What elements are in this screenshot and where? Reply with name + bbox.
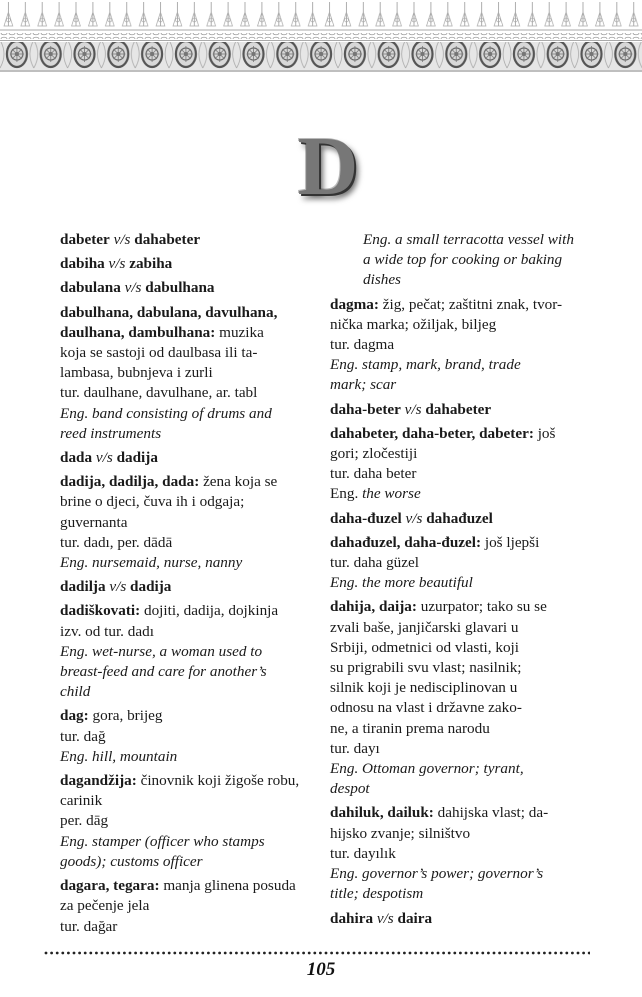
divider-dot (101, 952, 104, 955)
definition-line: tur. dağ (60, 727, 106, 745)
right-column (330, 230, 602, 933)
definition-line: hijsko zvanje; silništvo (330, 824, 471, 842)
divider-dot (571, 952, 574, 955)
definition-text: žena koja se (199, 473, 278, 491)
english-translation: Eng. a small terracotta vessel with (363, 231, 574, 248)
divider-dot (218, 952, 221, 955)
definition-text: manja glinena posuda (159, 877, 296, 895)
divider-dot (95, 952, 98, 955)
dictionary-entry (60, 706, 332, 767)
divider-dot (442, 952, 445, 955)
divider-dot (588, 952, 590, 955)
entry-headword: dahija, daija: (330, 598, 417, 616)
divider-dot (84, 952, 87, 955)
definition-text: dahijska vlast; da- (433, 804, 549, 822)
divider-dot (106, 952, 109, 955)
english-translation: Eng. wet-nurse, a woman used to (60, 642, 263, 660)
dictionary-entry (60, 230, 332, 250)
english-translation: despot (330, 780, 370, 798)
english-translation: Eng. hill, mountain (60, 747, 178, 765)
entry-first-line (330, 400, 602, 420)
english-translation: goods); customs officer (60, 852, 203, 870)
entry-first-line (60, 230, 332, 250)
english-label: Eng. (330, 485, 363, 503)
divider-dot (515, 952, 518, 955)
divider-dot (157, 952, 160, 955)
divider-dot (201, 952, 204, 955)
entry-headword: dahabeter, daha-beter, dabeter: (330, 424, 534, 442)
divider-dot (537, 952, 540, 955)
definition-line: za pečenje jela (60, 897, 150, 915)
entry-first-line (60, 601, 332, 621)
entry-headword: dadilja (60, 578, 106, 596)
entry-headword: daha-beter (330, 400, 401, 418)
definition-text: muzika (215, 323, 264, 341)
divider-dot (565, 952, 568, 955)
see-also-marker: v/s (404, 400, 422, 418)
definition-line: zvali baše, janjičarski glavari u (330, 618, 519, 636)
dictionary-entry (60, 472, 332, 573)
divider-dot (224, 952, 227, 955)
divider-dot (487, 952, 490, 955)
entry-headword: daha-đuzel (330, 509, 402, 527)
see-also-marker: v/s (376, 909, 394, 927)
english-text: the worse (362, 485, 421, 503)
entry-headword: dahađuzel, daha-đuzel: (330, 533, 482, 551)
definition-text: još (533, 424, 556, 442)
definition-line: tur. dagma (330, 336, 395, 354)
divider-dot (123, 952, 126, 955)
divider-dot (50, 952, 53, 955)
divider-dot (112, 952, 115, 955)
english-translation: dishes (363, 271, 401, 289)
definition-line: tur. dayı (330, 739, 380, 757)
dictionary-entry (60, 601, 332, 702)
continued-entry (330, 230, 602, 291)
dictionary-entry (330, 295, 602, 396)
divider-dot (493, 952, 496, 955)
definition-line: nička marka; ožiljak, biljeg (330, 315, 497, 333)
entry-first-line (60, 472, 332, 492)
definition-text: uzurpator; tako su se (416, 598, 547, 616)
divider-dot (78, 952, 81, 955)
see-also-marker: v/s (95, 449, 113, 467)
divider-dot (364, 952, 367, 955)
divider-dot (313, 952, 316, 955)
entry-headword: dabiha (60, 255, 105, 273)
definition-line: carinik (60, 792, 103, 810)
divider-dot (297, 952, 300, 955)
divider-dot (319, 952, 322, 955)
dictionary-entry (330, 509, 602, 529)
english-translation: reed instruments (60, 424, 162, 442)
entry-headword-line (60, 323, 332, 343)
divider-dot (235, 952, 238, 955)
definition-text: dojiti, dadija, dojkinja (140, 602, 279, 620)
entry-first-line (60, 448, 332, 468)
entry-first-line (60, 876, 332, 896)
divider-dot (347, 952, 350, 955)
definition-line: guvernanta (60, 513, 128, 531)
divider-dot (532, 952, 535, 955)
divider-dot (431, 952, 434, 955)
cross-reference: zabiha (129, 255, 173, 273)
entry-first-line (60, 254, 332, 274)
divider-dot (179, 952, 182, 955)
divider-dot (302, 952, 305, 955)
english-translation: Eng. governor’s power; governor’s (330, 865, 544, 883)
english-translation: Eng. stamper (officer who stamps (60, 832, 265, 850)
definition-line: tur. daha güzel (330, 554, 419, 572)
divider-dot (481, 952, 484, 955)
definition-line: ne, a tiranin prema narodu (330, 719, 490, 737)
divider-dot (61, 952, 64, 955)
divider-dot (336, 952, 339, 955)
entry-headword: dahira (330, 909, 374, 927)
entry-headword: dabeter (60, 231, 110, 248)
divider-dot (145, 952, 148, 955)
cross-reference: dahabeter (134, 231, 201, 248)
dictionary-entry (330, 803, 602, 904)
divider-dot (425, 952, 428, 955)
page-number: 105 (306, 959, 336, 980)
divider-dot (420, 952, 423, 955)
divider-dot (285, 952, 288, 955)
english-translation: Eng. stamp, mark, brand, trade (330, 356, 521, 374)
divider-dot (375, 952, 378, 955)
divider-dot (543, 952, 546, 955)
divider-dot (504, 952, 507, 955)
cross-reference: dahabeter (425, 400, 492, 418)
definition-text: gora, brijeg (88, 707, 163, 725)
divider-dot (459, 952, 462, 955)
divider-dot (229, 952, 232, 955)
entry-first-line (330, 424, 602, 444)
divider-dot (465, 952, 468, 955)
dictionary-entry (330, 424, 602, 505)
divider-dot (325, 952, 328, 955)
divider-dot (521, 952, 524, 955)
divider-dot (280, 952, 283, 955)
divider-dot (162, 952, 165, 955)
english-translation (330, 484, 602, 504)
dictionary-entry (60, 448, 332, 468)
entry-first-line (60, 706, 332, 726)
entry-first-line (60, 278, 332, 298)
definition-line: tur. dağar (60, 917, 118, 935)
divider-dot (397, 952, 400, 955)
divider-dot (526, 952, 529, 955)
divider-dot (386, 952, 389, 955)
dictionary-entry (330, 400, 602, 420)
definition-line: odnosu na vlast i državne zako- (330, 699, 522, 717)
divider-dot (448, 952, 451, 955)
definition-text: činovnik koji žigoše robu, (136, 772, 300, 790)
definition-line: per. dāg (60, 812, 109, 830)
see-also-marker: v/s (113, 231, 131, 248)
entry-headword: dahiluk, dailuk: (330, 804, 434, 822)
divider-dot (241, 952, 244, 955)
divider-dot (185, 952, 188, 955)
divider-dot (67, 952, 70, 955)
divider-dot (89, 952, 92, 955)
english-translation: Eng. nursemaid, nurse, nanny (60, 554, 243, 572)
entry-headword: dadiškovati: (60, 602, 141, 620)
english-translation: a wide top for cooking or baking (363, 251, 563, 269)
divider-dot (246, 952, 249, 955)
divider-dot (409, 952, 412, 955)
definition-line: silnik koji je nedisciplinovan u (330, 679, 518, 697)
dictionary-entry (330, 533, 602, 594)
entry-headword: dabulana (60, 279, 121, 297)
english-translation: breast-feed and care for another’s (60, 663, 267, 681)
entry-headword-continued: daulhana, dambulhana: (60, 323, 216, 341)
dictionary-entry (60, 303, 332, 444)
divider-dot (437, 952, 440, 955)
definition-line: koja se sastoji od daulbasa ili ta- (60, 344, 258, 362)
cross-reference: dadija (116, 449, 158, 467)
divider-dot (381, 952, 384, 955)
cross-reference: dadija (130, 578, 172, 596)
ornamental-border (0, 0, 642, 74)
divider-dot (549, 952, 552, 955)
divider-dot (353, 952, 356, 955)
definition-line: tur. daulhane, davulhane, ar. tabl (60, 384, 258, 402)
divider-dot (173, 952, 176, 955)
divider-dot (134, 952, 137, 955)
english-translation: title; despotism (330, 885, 424, 903)
divider-dot (151, 952, 154, 955)
definition-line: tur. dadı, per. dādā (60, 533, 173, 551)
divider-dot (257, 952, 260, 955)
divider-dot (498, 952, 501, 955)
english-translation: Eng. band consisting of drums and (60, 404, 272, 422)
divider-dot (453, 952, 456, 955)
entry-headword: dagma: (330, 295, 379, 313)
dictionary-entry (330, 597, 602, 799)
divider-dot (369, 952, 372, 955)
divider-dot (414, 952, 417, 955)
divider-dot (509, 952, 512, 955)
entry-headword: dada (60, 449, 93, 467)
entry-first-line (60, 303, 332, 323)
english-translation: child (60, 683, 91, 701)
entry-headword: dadija, dadilja, dada: (60, 473, 200, 491)
divider-dot (403, 952, 406, 955)
cross-reference: dabulhana (145, 279, 215, 297)
divider-dot (341, 952, 344, 955)
divider-dot (274, 952, 277, 955)
entry-first-line (330, 533, 602, 553)
entry-first-line (330, 597, 602, 617)
definition-line: tur. dayılık (330, 844, 396, 862)
dictionary-entry (330, 909, 602, 929)
definition-line: lambasa, bubnjeva i zurli (60, 364, 213, 382)
divider-dot (213, 952, 216, 955)
divider-dot (140, 952, 143, 955)
divider-dot (358, 952, 361, 955)
divider-dot (45, 952, 48, 955)
divider-dot (476, 952, 479, 955)
definition-text: još ljepši (481, 533, 540, 551)
entry-first-line (60, 577, 332, 597)
english-translation: mark; scar (330, 376, 397, 394)
entry-headword: dagara, tegara: (60, 877, 160, 895)
divider-dot (196, 952, 199, 955)
see-also-marker: v/s (109, 578, 127, 596)
english-translation: Eng. Ottoman governor; tyrant, (330, 760, 524, 778)
entry-first-line (330, 803, 602, 823)
divider-dot (269, 952, 272, 955)
definition-line: brine o djeci, čuva ih i odgaja; (60, 493, 245, 511)
divider-dot (73, 952, 76, 955)
definition-text: žig, pečat; zaštitni znak, tvor- (378, 295, 563, 313)
entry-headword: dag: (60, 707, 89, 725)
entry-headword: dabulhana, dabulana, davulhana, (60, 303, 278, 321)
divider-dot (291, 952, 294, 955)
dictionary-entry (60, 876, 332, 937)
divider-dot (577, 952, 580, 955)
definition-line: gori; zločestiji (330, 445, 418, 463)
divider-dot (582, 952, 585, 955)
entry-first-line (330, 509, 602, 529)
see-also-marker: v/s (405, 509, 423, 527)
dotted-divider (44, 951, 590, 955)
definition-line: Srbiji, odmetnici od vlasti, koji (330, 638, 519, 656)
dictionary-entry (60, 254, 332, 274)
divider-dot (392, 952, 395, 955)
divider-dot (252, 952, 255, 955)
divider-dot (129, 952, 132, 955)
definition-line: tur. daha beter (330, 465, 417, 483)
dictionary-entry (60, 278, 332, 298)
cross-reference: daira (397, 909, 433, 927)
divider-dot (56, 952, 59, 955)
cross-reference: dahađuzel (426, 509, 493, 527)
divider-dot (330, 952, 333, 955)
left-column (60, 230, 332, 941)
definition-line: izv. od tur. dadı (60, 622, 154, 640)
see-also-marker: v/s (124, 279, 142, 297)
entry-headword: dagandžija: (60, 772, 137, 790)
see-also-marker: v/s (108, 255, 126, 273)
divider-dot (560, 952, 563, 955)
divider-dot (190, 952, 193, 955)
dictionary-entry (60, 577, 332, 597)
divider-dot (117, 952, 120, 955)
english-translation: Eng. the more beautiful (330, 574, 473, 592)
divider-dot (168, 952, 171, 955)
dictionary-entry (60, 771, 332, 872)
divider-dot (308, 952, 311, 955)
definition-line: su prigrabili svu vlast; nasilnik; (330, 659, 522, 677)
entry-first-line (330, 295, 602, 315)
drop-cap-letter: D (297, 120, 359, 213)
divider-dot (263, 952, 266, 955)
entry-first-line (330, 909, 602, 929)
divider-dot (470, 952, 473, 955)
entry-first-line (60, 771, 332, 791)
divider-dot (207, 952, 210, 955)
divider-dot (554, 952, 557, 955)
